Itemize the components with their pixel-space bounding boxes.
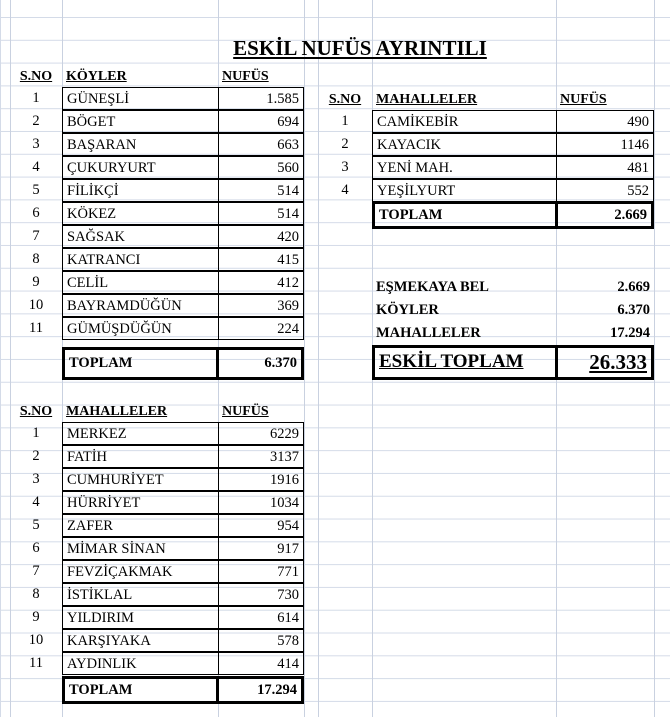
koyler-row-cell-sno: 5 xyxy=(32,182,40,198)
koyler-row-cell-sno: 6 xyxy=(32,205,40,221)
mahalle-row-cell-sno: 5 xyxy=(32,517,40,533)
koyler-row-cell-sno: 10 xyxy=(28,297,44,313)
mahalle-row-cell-pop: 954 xyxy=(218,514,304,537)
koyler-row-cell-name: ÇUKURYURT xyxy=(62,156,219,179)
mahalle-small-total-label: TOPLAM xyxy=(372,201,558,229)
mahalle-small-total-value: 2.669 xyxy=(555,201,654,229)
mahalle-row-cell-name: İSTİKLAL xyxy=(62,583,219,606)
mahalle-row-cell-name: MERKEZ xyxy=(62,422,219,445)
koyler-row-cell-pop: 224 xyxy=(218,317,304,340)
mahalle-row-cell-pop: 614 xyxy=(218,606,304,629)
mahalle-small-row-cell-name: CAMİKEBİR xyxy=(372,110,557,133)
koyler-row-cell-name: SAĞSAK xyxy=(62,225,219,248)
grand-total-value: 26.333 xyxy=(555,345,654,380)
koyler-row-cell-pop: 420 xyxy=(218,225,304,248)
mahalle-row-cell-sno: 9 xyxy=(32,609,40,625)
koyler-row-cell-name: BAYRAMDÜĞÜN xyxy=(62,294,219,317)
mahalle-row-cell-sno: 6 xyxy=(32,540,40,556)
koyler-row-cell-name: GÜMÜŞDÜĞÜN xyxy=(62,317,219,340)
koyler-total-value: 6.370 xyxy=(216,347,304,380)
koyler-row-cell-name: GÜNEŞLİ xyxy=(62,87,219,110)
koyler-total-label: TOPLAM xyxy=(62,347,219,380)
koyler-row-cell-sno: 4 xyxy=(32,159,40,175)
mahalle-row-cell-pop: 771 xyxy=(218,560,304,583)
koyler-row-cell-name: CELİL xyxy=(62,271,219,294)
mahalle-small-row-cell-sno: 2 xyxy=(341,136,349,152)
mahalle-small-row-cell-pop: 1146 xyxy=(556,133,654,156)
mahalle-row-cell-sno: 7 xyxy=(32,563,40,579)
summary-value-koyler: 6.370 xyxy=(617,302,650,318)
mahalle-row-cell-name: YILDIRIM xyxy=(62,606,219,629)
koyler-row-cell-sno: 1 xyxy=(32,90,40,106)
mahalle-row-cell-name: HÜRRİYET xyxy=(62,491,219,514)
mahalle-small-row-cell-pop: 552 xyxy=(556,179,654,202)
mahalle-row-cell-sno: 4 xyxy=(32,494,40,510)
mahalle-small-row-cell-pop: 481 xyxy=(556,156,654,179)
mahalle-header-sno: S.NO xyxy=(19,404,53,419)
mahalle-small-header-pop: NUFÜS xyxy=(560,92,607,107)
koyler-row-cell-pop: 663 xyxy=(218,133,304,156)
mahalle-row-cell-name: KARŞIYAKA xyxy=(62,629,219,652)
koyler-row-cell-pop: 412 xyxy=(218,271,304,294)
summary-value-esmekaya: 2.669 xyxy=(617,279,650,295)
mahalle-row-cell-pop: 3137 xyxy=(218,445,304,468)
grand-total-label: ESKİL TOPLAM xyxy=(372,345,558,380)
mahalle-header-name: MAHALLELER xyxy=(66,404,168,419)
mahalle-small-row-cell-sno: 3 xyxy=(341,159,349,175)
mahalle-small-header-sno: S.NO xyxy=(328,92,362,107)
mahalle-row-cell-pop: 1916 xyxy=(218,468,304,491)
koyler-header-pop: NUFÜS xyxy=(222,69,269,84)
mahalle-row-cell-name: MİMAR SİNAN xyxy=(62,537,219,560)
mahalle-row-cell-name: ZAFER xyxy=(62,514,219,537)
koyler-row-cell-sno: 7 xyxy=(32,228,40,244)
koyler-header-sno: S.NO xyxy=(19,69,53,84)
koyler-row-cell-name: KATRANCI xyxy=(62,248,219,271)
mahalle-row-cell-sno: 8 xyxy=(32,586,40,602)
koyler-row-cell-sno: 9 xyxy=(32,274,40,290)
mahalle-row-cell-name: FEVZİÇAKMAK xyxy=(62,560,219,583)
mahalle-total-label: TOPLAM xyxy=(62,676,219,704)
mahalle-row-cell-pop: 414 xyxy=(218,652,304,675)
mahalle-small-row-cell-sno: 4 xyxy=(341,182,349,198)
mahalle-row-cell-pop: 917 xyxy=(218,537,304,560)
koyler-row-cell-sno: 2 xyxy=(32,113,40,129)
mahalle-row-cell-name: FATİH xyxy=(62,445,219,468)
mahalle-row-cell-pop: 6229 xyxy=(218,422,304,445)
summary-value-mahalleler: 17.294 xyxy=(610,325,650,341)
grid-column-line xyxy=(654,0,655,717)
koyler-row-cell-sno: 3 xyxy=(32,136,40,152)
mahalle-row-cell-pop: 730 xyxy=(218,583,304,606)
mahalle-row-cell-pop: 578 xyxy=(218,629,304,652)
koyler-header-name: KÖYLER xyxy=(66,69,127,84)
grid-column-line xyxy=(304,0,305,717)
mahalle-small-header-name: MAHALLELER xyxy=(376,92,478,107)
mahalle-small-row-cell-name: KAYACIK xyxy=(372,133,557,156)
koyler-row-cell-pop: 560 xyxy=(218,156,304,179)
koyler-row-cell-sno: 11 xyxy=(29,320,43,336)
koyler-row-cell-pop: 514 xyxy=(218,179,304,202)
mahalle-row-cell-sno: 3 xyxy=(32,471,40,487)
koyler-row-cell-name: BAŞARAN xyxy=(62,133,219,156)
koyler-row-cell-pop: 1.585 xyxy=(218,87,304,110)
koyler-row-cell-sno: 8 xyxy=(32,251,40,267)
page-title: ESKİL NUFÜS AYRINTILI xyxy=(233,36,487,60)
koyler-row-cell-name: KÖKEZ xyxy=(62,202,219,225)
mahalle-row-cell-sno: 2 xyxy=(32,448,40,464)
koyler-row-cell-name: FİLİKÇİ xyxy=(62,179,219,202)
koyler-row-cell-pop: 415 xyxy=(218,248,304,271)
mahalle-row-cell-name: CUMHURİYET xyxy=(62,468,219,491)
mahalle-small-row-cell-sno: 1 xyxy=(341,113,349,129)
koyler-row-cell-pop: 514 xyxy=(218,202,304,225)
mahalle-total-value: 17.294 xyxy=(216,676,304,704)
koyler-row-cell-name: BÖGET xyxy=(62,110,219,133)
mahalle-small-row-cell-name: YENİ MAH. xyxy=(372,156,557,179)
mahalle-row-cell-sno: 10 xyxy=(28,632,44,648)
summary-label-esmekaya: EŞMEKAYA BEL xyxy=(376,279,489,295)
mahalle-row-cell-pop: 1034 xyxy=(218,491,304,514)
mahalle-small-row-cell-name: YEŞİLYURT xyxy=(372,179,557,202)
summary-label-mahalleler: MAHALLELER xyxy=(376,325,481,341)
koyler-row-cell-pop: 694 xyxy=(218,110,304,133)
mahalle-row-cell-name: AYDINLIK xyxy=(62,652,219,675)
mahalle-row-cell-sno: 11 xyxy=(29,655,43,671)
summary-label-koyler: KÖYLER xyxy=(376,302,439,318)
mahalle-small-row-cell-pop: 490 xyxy=(556,110,654,133)
mahalle-header-pop: NUFÜS xyxy=(222,404,269,419)
mahalle-row-cell-sno: 1 xyxy=(32,425,40,441)
koyler-row-cell-pop: 369 xyxy=(218,294,304,317)
